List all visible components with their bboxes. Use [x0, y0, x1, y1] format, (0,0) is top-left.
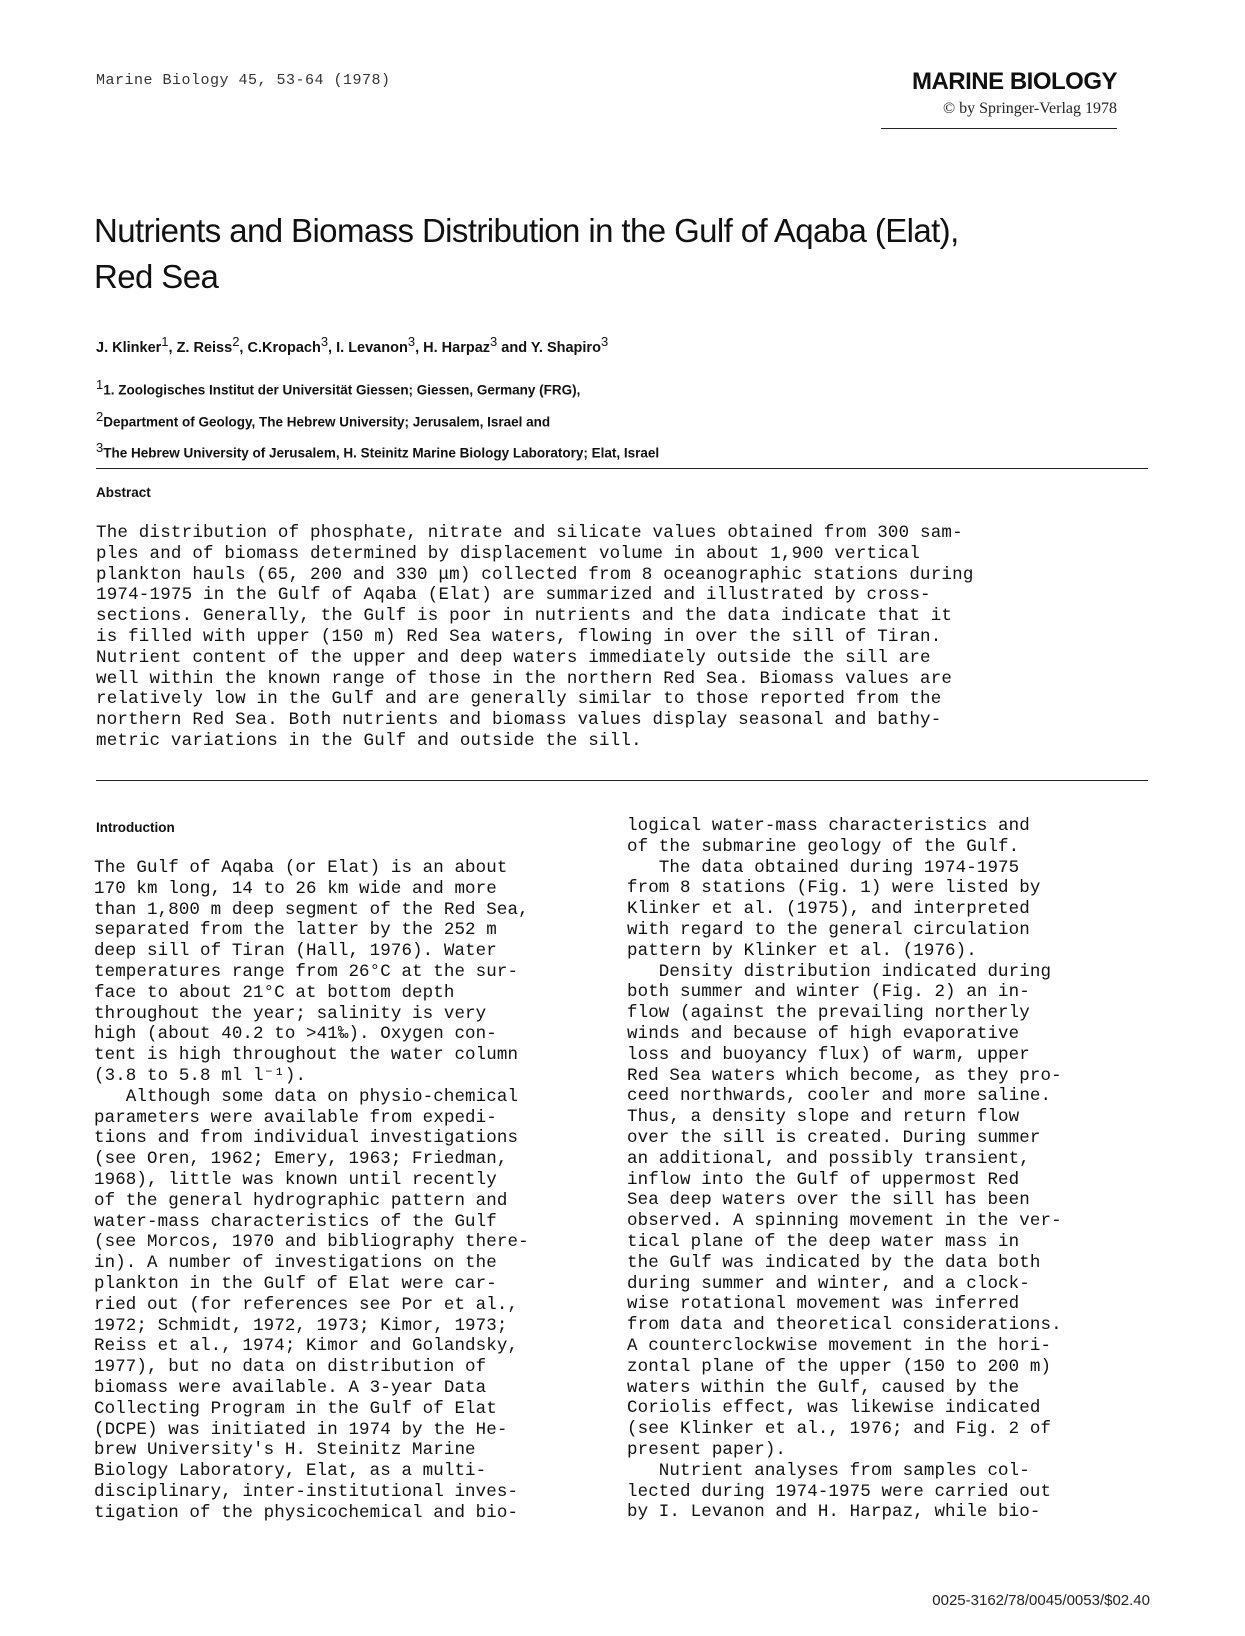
journal-citation: Marine Biology 45, 53-64 (1978) — [96, 72, 391, 89]
text-line: Although some data on physio-chemical — [94, 1086, 519, 1107]
author-affiliation-mark: 3 — [600, 334, 609, 349]
text-line: high (about 40.2 to >41‰). Oxygen con- — [94, 1024, 497, 1045]
text-line: waters within the Gulf, caused by the — [627, 1377, 1020, 1398]
text-line: The data obtained during 1974-1975 — [627, 857, 1020, 878]
text-line: of the general hydrographic pattern and — [94, 1190, 508, 1211]
text-line: ceed northwards, cooler and more saline. — [627, 1086, 1052, 1107]
text-line: parameters were available from expedi- — [94, 1107, 497, 1128]
abstract-bottom-rule — [96, 780, 1148, 781]
text-line: during summer and winter, and a clock- — [627, 1273, 1030, 1294]
author-name: C.Kropach — [247, 339, 321, 356]
affiliation — [96, 372, 659, 404]
paper-title — [94, 208, 1134, 300]
text-line: of the submarine geology of the Gulf. — [627, 836, 1020, 857]
text-line: 1972; Schmidt, 1972, 1973; Kimor, 1973; — [94, 1315, 508, 1336]
text-line: (see Oren, 1962; Emery, 1963; Friedman, — [94, 1149, 508, 1170]
text-line: face to about 21°C at bottom depth — [94, 982, 455, 1003]
text-line: both summer and winter (Fig. 2) an in- — [627, 982, 1030, 1003]
text-line: loss and buoyancy flux) of warm, upper — [627, 1044, 1030, 1065]
text-line: observed. A spinning movement in the ver- — [627, 1211, 1062, 1232]
text-line: temperatures range from 26°C at the sur- — [94, 961, 519, 982]
text-line: Reiss et al., 1974; Kimor and Golandsky, — [94, 1336, 519, 1357]
text-column-right — [627, 816, 1062, 1523]
author-list: J. Klinker$^1$, Z. Reiss$^2$, C.Kropach$^3$, I. Levanon$^3$, H. Harpaz$^3$ and Y. Shapiro$^3$ — [96, 334, 609, 356]
text-line: with regard to the general circulation — [627, 919, 1030, 940]
text-line: separated from the latter by the 252 m — [94, 920, 497, 941]
text-line: relatively low in the Gulf and are generally similar to those reported from the — [96, 689, 942, 710]
author-affiliation-mark: 3 — [320, 334, 329, 349]
text-line: disciplinary, inter-institutional inves- — [94, 1481, 519, 1502]
text-line: an additional, and possibly transient, — [627, 1148, 1030, 1169]
text-line: well within the known range of those in the northern Red Sea. Biomass values are — [96, 668, 953, 689]
text-line: throughout the year; salinity is very — [94, 1003, 487, 1024]
text-line: in). A number of investigations on the — [94, 1253, 497, 1274]
text-line: the Gulf was indicated by the data both — [627, 1252, 1041, 1273]
text-line: Nutrient analyses from samples col- — [627, 1460, 1030, 1481]
text-line: (3.8 to 5.8 ml l⁻¹). — [94, 1065, 307, 1086]
text-line: tent is high throughout the water column — [94, 1045, 519, 1066]
text-line: from 8 stations (Fig. 1) were listed by — [627, 878, 1041, 899]
text-line: water-mass characteristics of the Gulf — [94, 1211, 497, 1232]
text-line: than 1,800 m deep segment of the Red Sea, — [94, 899, 529, 920]
text-line: logical water-mass characteristics and — [627, 816, 1030, 836]
affiliation — [96, 435, 659, 467]
author-name: J. Klinker — [96, 339, 162, 356]
text-line: zontal plane of the upper (150 to 200 m) — [627, 1356, 1052, 1377]
text-line: wise rotational movement was inferred — [627, 1294, 1020, 1315]
abstract-top-rule — [96, 468, 1148, 469]
affiliation — [96, 404, 659, 436]
journal-masthead — [717, 68, 1117, 118]
text-line: flow (against the prevailing northerly — [627, 1003, 1030, 1024]
author-affiliation-mark: 1 — [161, 334, 169, 349]
text-line: pattern by Klinker et al. (1976). — [627, 940, 977, 961]
text-line: (see Morcos, 1970 and bibliography there- — [94, 1232, 529, 1253]
introduction-heading: Introduction — [96, 820, 175, 835]
text-line: Sea deep waters over the sill has been — [627, 1190, 1030, 1211]
affiliation-list — [96, 372, 659, 467]
text-line: 170 km long, 14 to 26 km wide and more — [94, 878, 497, 899]
text-line: (see Klinker et al., 1976; and Fig. 2 of — [627, 1419, 1052, 1440]
text-line: Biology Laboratory, Elat, as a multi- — [94, 1461, 487, 1482]
text-line: A counterclockwise movement in the hori- — [627, 1335, 1052, 1356]
author-affiliation-mark: 2 — [232, 334, 240, 349]
author-affiliation-mark: 3 — [407, 334, 416, 349]
text-line: tical plane of the deep water mass in — [627, 1231, 1020, 1252]
text-line: The Gulf of Aqaba (or Elat) is an about — [94, 858, 508, 878]
text-line: The distribution of phosphate, nitrate and silicate values obtained from 300 sam- — [96, 523, 963, 543]
text-column-left — [94, 858, 529, 1524]
masthead-rule — [881, 128, 1117, 129]
text-line: is filled with upper (150 m) Red Sea waters, flowing in over the sill of Tiran. — [96, 626, 942, 647]
text-line: 1968), little was known until recently — [94, 1169, 497, 1190]
text-line: winds and because of high evaporative — [627, 1023, 1020, 1044]
affiliation-mark: 3 — [96, 440, 104, 455]
text-line: Coriolis effect, was likewise indicated — [627, 1398, 1041, 1419]
text-line: ried out (for references see Por et al., — [94, 1294, 519, 1315]
text-line: plankton hauls (65, 200 and 330 μm) collected from 8 oceanographic stations during — [96, 564, 974, 585]
text-line: plankton in the Gulf of Elat were car- — [94, 1273, 497, 1294]
journal-copyright: © by Springer-Verlag 1978 — [942, 100, 1117, 117]
text-line: ples and of biomass determined by displacement volume in about 1,900 vertical — [96, 543, 921, 564]
text-line: tigation of the physicochemical and bio- — [94, 1502, 519, 1523]
author-name: Y. Shapiro — [530, 339, 601, 356]
text-line: brew University's H. Steinitz Marine — [94, 1440, 476, 1461]
text-line: from data and theoretical considerations. — [627, 1315, 1062, 1336]
text-line: tions and from individual investigations — [94, 1128, 519, 1149]
abstract-body — [96, 523, 1148, 752]
author-name: I. Levanon — [336, 339, 408, 356]
article-code: 0025-3162/78/0045/0053/$02.40 — [932, 1592, 1150, 1609]
text-line: deep sill of Tiran (Hall, 1976). Water — [94, 941, 497, 962]
author-affiliation-mark: 3 — [490, 334, 498, 349]
text-line: northern Red Sea. Both nutrients and biomass values display seasonal and bathy- — [96, 710, 942, 731]
abstract-heading: Abstract — [96, 485, 151, 500]
text-line: biomass were available. A 3-year Data — [94, 1377, 487, 1398]
text-line: Thus, a density slope and return flow — [627, 1107, 1020, 1128]
text-line: by I. Levanon and H. Harpaz, while bio- — [627, 1502, 1041, 1523]
text-line: metric variations in the Gulf and outside the sill. — [96, 730, 642, 751]
text-line: 1974-1975 in the Gulf of Aqaba (Elat) are summarized and illustrated by cross- — [96, 585, 931, 606]
title-line: Red Sea — [94, 258, 219, 295]
affiliation-text: The Hebrew University of Jerusalem, H. Steinitz Marine Biology Laboratory; Elat, Israel — [103, 445, 660, 461]
text-line: 1977), but no data on distribution of — [94, 1357, 487, 1378]
journal-name: MARINE BIOLOGY — [911, 68, 1117, 95]
author-name: Z. Reiss — [176, 339, 233, 356]
text-line: sections. Generally, the Gulf is poor in nutrients and the data indicate that it — [96, 606, 953, 627]
text-line: Density distribution indicated during — [627, 961, 1052, 982]
text-line: Klinker et al. (1975), and interpreted — [627, 899, 1030, 920]
title-line: Nutrients and Biomass Distribution in the Gulf of Aqaba (Elat), — [94, 212, 959, 249]
author-name: H. Harpaz — [423, 339, 491, 356]
text-line: lected during 1974-1975 were carried out — [627, 1481, 1052, 1502]
text-line: Red Sea waters which become, as they pro- — [627, 1065, 1062, 1086]
affiliation-text: 1. Zoologisches Institut der Universität Giessen; Giessen, Germany (FRG), — [103, 382, 581, 398]
affiliation-mark: 1 — [96, 377, 104, 392]
text-line: (DCPE) was initiated in 1974 by the He- — [94, 1419, 508, 1440]
affiliation-text: Department of Geology, The Hebrew University; Jerusalem, Israel and — [103, 414, 551, 429]
text-line: Nutrient content of the upper and deep waters immediately outside the sill are — [96, 647, 931, 668]
text-line: over the sill is created. During summer — [627, 1127, 1041, 1148]
text-line: present paper). — [627, 1439, 787, 1460]
affiliation-mark: 2 — [96, 408, 104, 424]
text-line: inflow into the Gulf of uppermost Red — [627, 1169, 1020, 1190]
text-line: Collecting Program in the Gulf of Elat — [94, 1398, 497, 1419]
